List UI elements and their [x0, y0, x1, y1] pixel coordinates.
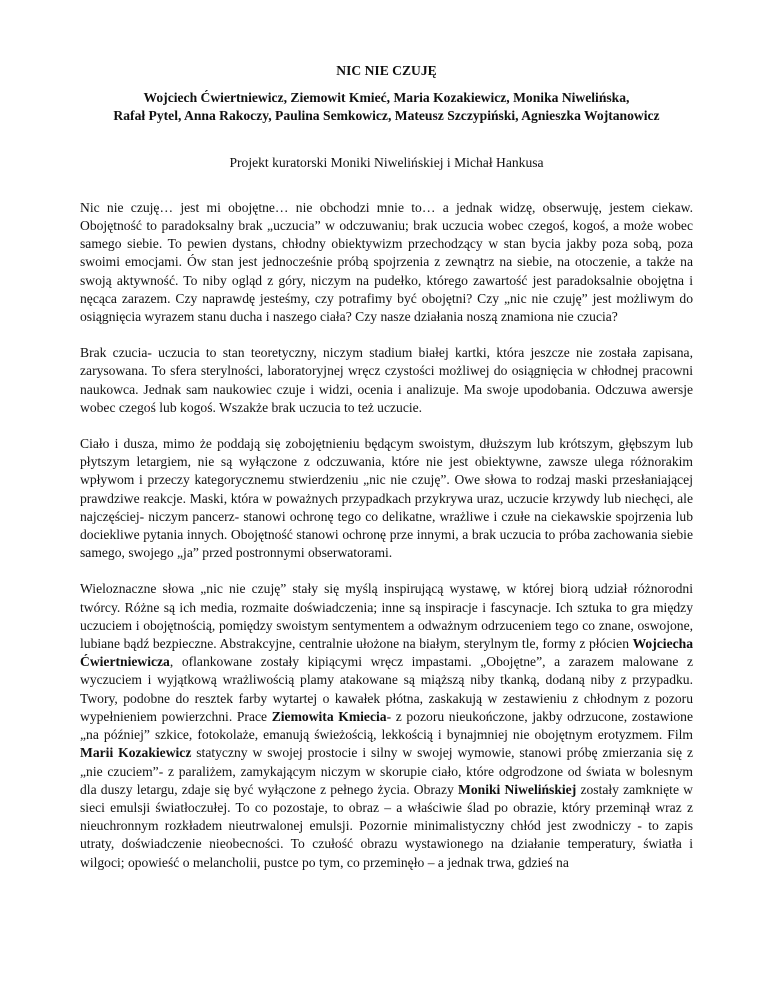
- document-page: [80, 60, 693, 890]
- paragraph-1: Nic nie czuję… jest mi obojętne… nie obchodzi mnie to… a jednak widzę, obserwuję, jestem ciekaw. Obojętność to paradoksalny brak „uczucia” w odczuwaniu; brak uczucia wobec czegoś, kogoś, a może wobec samego siebie. To pewien dystans, chłodny obiektywizm przechodzący w stan bycia jakby poza sobą, poza swoimi emocjami. Ów stan jest jednocześnie próbą spojrzenia z zewnątrz na siebie, na otoczenie, a także na swoją aktywność. To niby ogląd z góry, niczym na pudełko, którego zawartość jest paradoksalnie obojętna i nęcąca zarazem. Czy naprawdę jesteśmy, czy potrafimy być obojętni? Czy „nic nie czuję” jest możliwym do osiągnięcia wyrazem stanu ducha i naszego ciała? Czy nasze działania noszą znamiona nie czucia?: [80, 199, 693, 325]
- artist-name-kmiec: Ziemowita Kmiecia: [271, 708, 387, 724]
- p4-text-3: - z pozoru nieukończone, jakby odrzucone, zostawione „na później” szkice, fotokolaże, emanują świeżością, lekkością i bynajmniej nie obojętnym erotyzmem. Film: [80, 708, 693, 743]
- artist-name-cwiertniewicz: Wojciecha Ćwiertniewicza: [80, 636, 693, 670]
- paragraph-3: Ciało i dusza, mimo że poddają się zobojętnieniu będącym swoistym, dłuższym lub krótszym, głębszym lub płytszym letargiem, nie są wyłączone z odczuwania, które nie jest obiektywne, zawsze ulega różnorakim wpływom i przeczy kategorycznemu stwierdzeniu „nic nie czuję”. Owe słowa to rodzaj maski przesłaniającej prawdziwe reakcje. Maski, która w poważnych przypadkach przykrywa uraz, uczucie krzywdy lub niechęci, ale najczęściej- niczym pancerz- stanowi ochronę tego co delikatne, wrażliwe i czułe na ciekawskie spojrzenia lub dociekliwe pytania innych. Obojętność stanowi ochronę prze innymi, a brak uczucia to próba zachowania siebie samego, swojego „ja” przed postronnymi obserwatorami.: [80, 436, 693, 561]
- p4-text-2: , oflankowane zostały kipiącymi wręcz impastami. „Obojętne”, a zarazem malowane z wyczuciem i wyjątkową wrażliwością plamy atakowane są miąższą niby tkanką, dodaną niby z przypadku. Twory, podobne do resztek farby wytartej o kawałek płótna, zaskakują w zestawieniu z chłodnym z pozoru wypełnieniem powierzchni. Prace: [80, 654, 693, 724]
- document-title: NIC NIE CZUJĘ: [336, 63, 437, 78]
- paragraph-4: [80, 580, 693, 871]
- curatorial-subtitle: Projekt kuratorski Moniki Niwelińskiej i Michał Hankusa: [229, 154, 544, 170]
- authors-line-2: Rafał Pytel, Anna Rakoczy, Paulina Semkowicz, Mateusz Szczypiński, Agnieszka Wojtanowicz: [113, 108, 660, 124]
- p4-text-4: statyczny w swojej prostocie i silny w swojej wymowie, stanowi próbę zmierzania się z „nie czuciem”- z paraliżem, zamykającym niczym w skorupie ciało, które odgrodzone od świata w bolesnym dla duszy letargu, zdaje się być wyłączone z pełnego życia. Obrazy: [80, 745, 693, 797]
- paragraph-2: Brak czucia- uczucia to stan teoretyczny, niczym stadium białej kartki, która jeszcze nie została zapisana, zarysowana. To sfera sterylności, laboratoryjnej wręcz czystości możliwej do osiągnięcia w chłodnej pracowni naukowca. Jednak sam naukowiec czuje i widzi, ocenia i analizuje. Ma swoje upodobania. Odczuwa awersje wobec czegoś lub kogoś. Wszakże brak uczucia to też uczucie.: [80, 345, 693, 415]
- artist-name-kozakiewicz: Marii Kozakiewicz: [80, 745, 192, 761]
- p4-text-5: zostały zamknięte w sieci emulsji światłoczułej. To co pozostaje, to obraz – a właściwie ślad po obrazie, który przeminął wraz z nieuchronnym rozkładem nieutrwalonej emulsji. Pozornie minimalistyczny chłód jest zwodniczy - to zapis utraty, doświadczenie nieobecności. To czułość obrazu wystawionego na działanie temperatury, światła i wilgoci; opowieść o melancholii, pustce po tym, co przeminęło – a jednak trwa, gdzieś na: [80, 781, 694, 870]
- p4-text-1: Wieloznaczne słowa „nic nie czuję” stały się myślą inspirującą wystawę, w której biorą udział różnorodni twórcy. Różne są ich media, rozmaite doświadczenia; inne są inspiracje i fascynacje. Ich sztuka to gra między uczuciem i obojętnością, pomiędzy swoistym sentymentem a odważnym odrzuceniem tego co znane, oswojone, lubiane bądź bezpieczne. Abstrakcyjne, centralnie ułożone na białym, sterylnym tle, formy z płócien: [80, 581, 693, 652]
- authors-line-1: Wojciech Ćwiertniewicz, Ziemowit Kmieć, Maria Kozakiewicz, Monika Niwelińska,: [143, 90, 630, 106]
- artist-name-niwelinska: Moniki Niwelińskiej: [458, 781, 577, 797]
